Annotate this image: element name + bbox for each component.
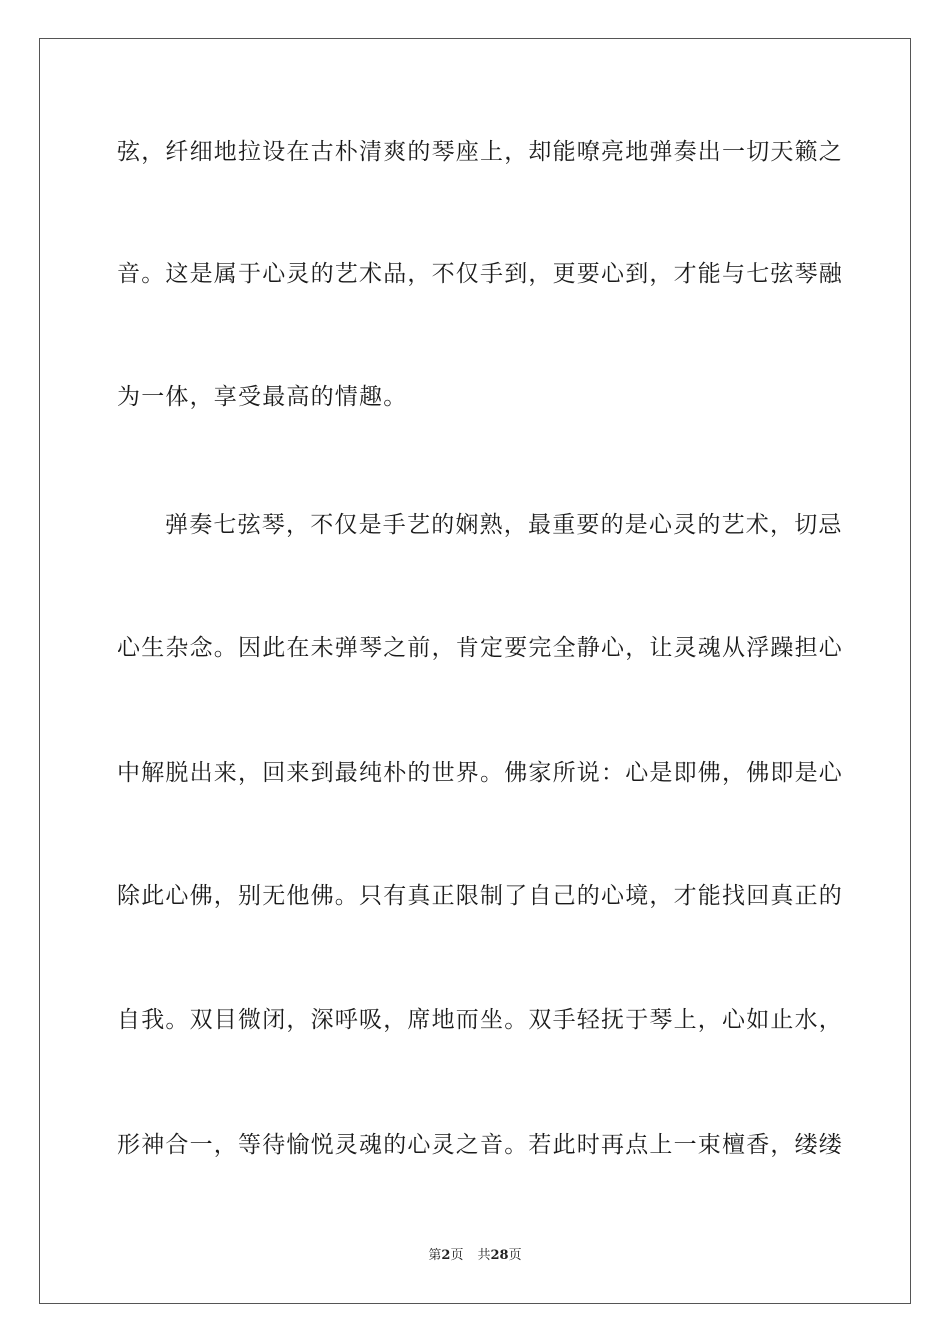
total-page-count: 28	[490, 1248, 509, 1263]
text-line: 弦，纤细地拉设在古朴清爽的琴座上，却能嘹亮地弹奏出一切天籁之	[117, 139, 843, 165]
current-page-number: 2	[441, 1248, 451, 1263]
page-footer	[0, 1247, 950, 1265]
text-line: 心生杂念。因此在未弹琴之前，肯定要完全静心，让灵魂从浮躁担心	[117, 635, 843, 661]
total-unit: 页	[508, 1248, 522, 1263]
page-unit: 页	[450, 1248, 464, 1263]
text-line: 为一体，享受最高的情趣。	[117, 384, 408, 410]
text-line: 中解脱出来，回来到最纯朴的世界。佛家所说：心是即佛，佛即是心	[117, 760, 843, 786]
paragraph-first-line: 弹奏七弦琴，不仅是手艺的娴熟，最重要的是心灵的艺术，切忌	[165, 512, 843, 538]
text-line: 音。这是属于心灵的艺术品，不仅手到，更要心到，才能与七弦琴融	[117, 261, 843, 287]
text-line: 除此心佛，别无他佛。只有真正限制了自己的心境，才能找回真正的	[117, 883, 843, 909]
text-line: 自我。双目微闭，深呼吸，席地而坐。双手轻抚于琴上，心如止水，	[117, 1007, 843, 1033]
page-prefix: 第	[428, 1248, 442, 1263]
total-prefix: 共	[477, 1248, 491, 1263]
page-border	[39, 38, 911, 1304]
text-line: 形神合一，等待愉悦灵魂的心灵之音。若此时再点上一束檀香，缕缕	[117, 1132, 843, 1158]
